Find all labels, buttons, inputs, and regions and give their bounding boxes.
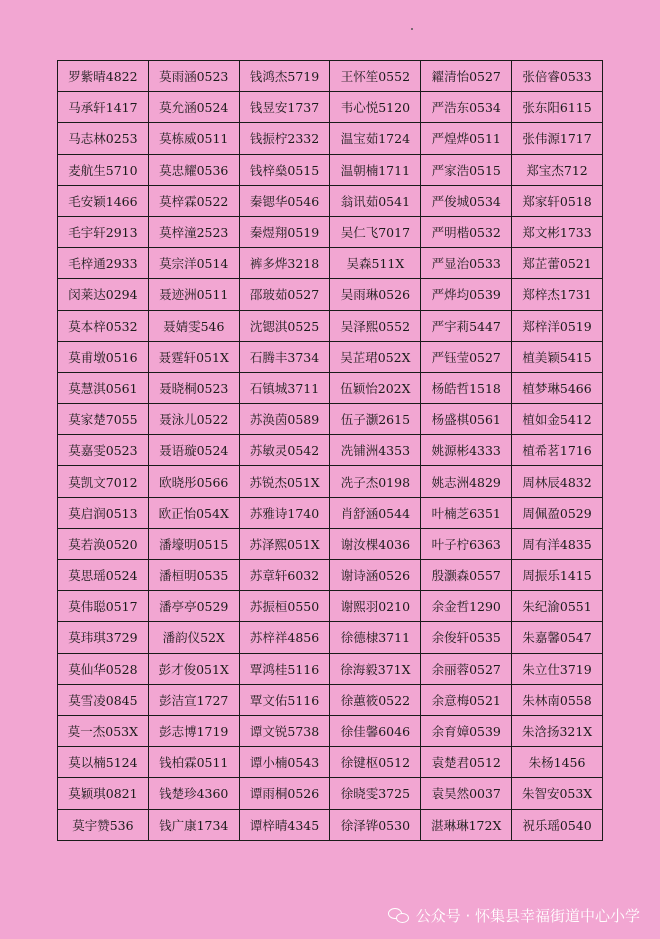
table-row <box>58 778 603 809</box>
table-cell: 祝乐瑶0540 <box>512 809 603 840</box>
table-cell: 莫宗洋0514 <box>148 248 239 279</box>
table-cell: 欧晓彤0566 <box>148 466 239 497</box>
table-cell: 潘桓明0535 <box>148 560 239 591</box>
table-cell: 张倍睿0533 <box>512 61 603 92</box>
table-cell: 徐海毅371X <box>330 653 421 684</box>
table-cell: 姚源彬4333 <box>421 435 512 466</box>
table-cell: 莫忠耀0536 <box>148 154 239 185</box>
table-cell: 糴清怡0527 <box>421 61 512 92</box>
table-cell: 袁昊然0037 <box>421 778 512 809</box>
table-cell: 钱鸿杰5719 <box>239 61 330 92</box>
table-cell: 朱纪渝0551 <box>512 591 603 622</box>
table-cell: 叶子柠6363 <box>421 528 512 559</box>
table-row <box>58 653 603 684</box>
table-cell: 谢诗涵0526 <box>330 560 421 591</box>
table-row <box>58 372 603 403</box>
table-cell: 莫家楚7055 <box>58 404 149 435</box>
table-cell: 沈锶淇0525 <box>239 310 330 341</box>
table-cell: 苏锐杰051X <box>239 466 330 497</box>
table-cell: 莫仙华0528 <box>58 653 149 684</box>
table-cell: 聂婧雯546 <box>148 310 239 341</box>
table-cell: 余俊轩0535 <box>421 622 512 653</box>
table-cell: 殷灏森0557 <box>421 560 512 591</box>
table-cell: 莫伟聪0517 <box>58 591 149 622</box>
table-cell: 植如金5412 <box>512 404 603 435</box>
table-cell: 莫启润0513 <box>58 497 149 528</box>
table-cell: 潘亭亭0529 <box>148 591 239 622</box>
scan-dot <box>411 28 413 30</box>
table-cell: 余丽蓉0527 <box>421 653 512 684</box>
table-cell: 植希茗1716 <box>512 435 603 466</box>
table-row <box>58 435 603 466</box>
table-cell: 聂晓桐0523 <box>148 372 239 403</box>
table-cell: 谭梓晴4345 <box>239 809 330 840</box>
table-cell: 吴仁飞7017 <box>330 216 421 247</box>
table-cell: 张东阳6115 <box>512 92 603 123</box>
table-row <box>58 216 603 247</box>
table-row <box>58 622 603 653</box>
table-cell: 莫栋威0511 <box>148 123 239 154</box>
table-cell: 杨盛棋0561 <box>421 404 512 435</box>
table-cell: 苏梓祥4856 <box>239 622 330 653</box>
table-cell: 朱智安053X <box>512 778 603 809</box>
table-row <box>58 248 603 279</box>
table-row <box>58 61 603 92</box>
table-cell: 周振乐1415 <box>512 560 603 591</box>
watermark-text: 公众号 · 怀集县幸福街道中心小学 <box>415 907 640 925</box>
table-cell: 郑梓杰1731 <box>512 279 603 310</box>
table-cell: 谭文锐5738 <box>239 715 330 746</box>
table-cell: 麦航生5710 <box>58 154 149 185</box>
table-cell: 吴森511X <box>330 248 421 279</box>
table-cell: 聂泳儿0522 <box>148 404 239 435</box>
table-cell: 邵玻茹0527 <box>239 279 330 310</box>
table-row <box>58 497 603 528</box>
table-cell: 罗紫晴4822 <box>58 61 149 92</box>
table-cell: 吴雨琳0526 <box>330 279 421 310</box>
table-cell: 周林辰4832 <box>512 466 603 497</box>
table-cell: 莫凯文7012 <box>58 466 149 497</box>
table-cell: 朱嘉馨0547 <box>512 622 603 653</box>
table-cell: 徐晓雯3725 <box>330 778 421 809</box>
table-cell: 严钰莹0527 <box>421 341 512 372</box>
table-cell: 聂霆轩051X <box>148 341 239 372</box>
table-cell: 郑宝杰712 <box>512 154 603 185</box>
table-cell: 严家浩0515 <box>421 154 512 185</box>
table-cell: 彭志博1719 <box>148 715 239 746</box>
table-cell: 钱柏霖0511 <box>148 747 239 778</box>
table-cell: 彭才俊051X <box>148 653 239 684</box>
table-row <box>58 279 603 310</box>
table-cell: 莫甫墩0516 <box>58 341 149 372</box>
table-cell: 谭雨桐0526 <box>239 778 330 809</box>
table-row <box>58 591 603 622</box>
table-row <box>58 809 603 840</box>
table-cell: 郑文彬1733 <box>512 216 603 247</box>
table-cell: 莫允涵0524 <box>148 92 239 123</box>
table-cell: 苏涣茵0589 <box>239 404 330 435</box>
table-cell: 莫慧淇0561 <box>58 372 149 403</box>
table-cell: 郑梓洋0519 <box>512 310 603 341</box>
table-cell: 莫思瑶0524 <box>58 560 149 591</box>
table-cell: 王怀笙0552 <box>330 61 421 92</box>
table-cell: 谭小楠0543 <box>239 747 330 778</box>
table-cell: 谢汝棵4036 <box>330 528 421 559</box>
table-row <box>58 123 603 154</box>
table-cell: 徐泽铧0530 <box>330 809 421 840</box>
table-cell: 莫玮琪3729 <box>58 622 149 653</box>
table-cell: 莫梓霖0522 <box>148 185 239 216</box>
table-cell: 周有洋4835 <box>512 528 603 559</box>
table-cell: 潘韵仪52X <box>148 622 239 653</box>
table-cell: 莫嘉雯0523 <box>58 435 149 466</box>
table-cell: 谢熙羽0210 <box>330 591 421 622</box>
table-cell: 植梦琳5466 <box>512 372 603 403</box>
table-cell: 苏振桓0550 <box>239 591 330 622</box>
table-cell: 徐佳馨6046 <box>330 715 421 746</box>
table-cell: 叶楠芝6351 <box>421 497 512 528</box>
table-cell: 钱振柠2332 <box>239 123 330 154</box>
table-cell: 石镇城3711 <box>239 372 330 403</box>
table-row <box>58 92 603 123</box>
table-cell: 袁楚君0512 <box>421 747 512 778</box>
table-cell: 严宇莉5447 <box>421 310 512 341</box>
table-row <box>58 404 603 435</box>
table-cell: 马志林0253 <box>58 123 149 154</box>
table-cell: 余育嫜0539 <box>421 715 512 746</box>
student-name-table <box>57 60 603 841</box>
table-cell: 温宝茹1724 <box>330 123 421 154</box>
table-cell: 严显治0533 <box>421 248 512 279</box>
table-cell: 余金哲1290 <box>421 591 512 622</box>
table-cell: 闵莱达0294 <box>58 279 149 310</box>
table-cell: 钱昱安1737 <box>239 92 330 123</box>
table-cell: 吴泽熙0552 <box>330 310 421 341</box>
table-cell: 马承轩1417 <box>58 92 149 123</box>
table-cell: 植美颖5415 <box>512 341 603 372</box>
table-cell: 严浩东0534 <box>421 92 512 123</box>
table-cell: 杨皓哲1518 <box>421 372 512 403</box>
table-cell: 莫宇赞536 <box>58 809 149 840</box>
table-cell: 肖舒涵0544 <box>330 497 421 528</box>
table-cell: 严明楷0532 <box>421 216 512 247</box>
table-cell: 潘壕明0515 <box>148 528 239 559</box>
table-row <box>58 528 603 559</box>
table-cell: 冼铺洲4353 <box>330 435 421 466</box>
table-cell: 苏敏灵0542 <box>239 435 330 466</box>
table-cell: 郑家轩0518 <box>512 185 603 216</box>
table-cell: 覃文佑5116 <box>239 684 330 715</box>
table-cell: 钱广康1734 <box>148 809 239 840</box>
table-row <box>58 466 603 497</box>
table-cell: 严烨均0539 <box>421 279 512 310</box>
table-cell: 伍颖怡202X <box>330 372 421 403</box>
table-cell: 朱杨1456 <box>512 747 603 778</box>
table-row <box>58 185 603 216</box>
table-cell: 翁讯茹0541 <box>330 185 421 216</box>
table-cell: 裤多烨3218 <box>239 248 330 279</box>
table-row <box>58 154 603 185</box>
table-row <box>58 715 603 746</box>
table-cell: 苏章轩6032 <box>239 560 330 591</box>
table-cell: 秦煜翔0519 <box>239 216 330 247</box>
table-cell: 莫以楠5124 <box>58 747 149 778</box>
table-cell: 徐键枢0512 <box>330 747 421 778</box>
table-cell: 聂语璇0524 <box>148 435 239 466</box>
table-cell: 朱林南0558 <box>512 684 603 715</box>
table-cell: 覃鸿桂5116 <box>239 653 330 684</box>
table-row <box>58 310 603 341</box>
wechat-watermark <box>388 905 640 926</box>
table-cell: 莫雨涵0523 <box>148 61 239 92</box>
table-cell: 严煌烨0511 <box>421 123 512 154</box>
table-cell: 莫一杰053X <box>58 715 149 746</box>
table-cell: 张伟源1717 <box>512 123 603 154</box>
table-cell: 钱楚珍4360 <box>148 778 239 809</box>
table-cell: 徐德棣3711 <box>330 622 421 653</box>
table-cell: 吴芷珺052X <box>330 341 421 372</box>
table-cell: 钱梓燊0515 <box>239 154 330 185</box>
table-row <box>58 341 603 372</box>
table-cell: 聂迹洲0511 <box>148 279 239 310</box>
table-cell: 莫本梓0532 <box>58 310 149 341</box>
table-cell: 莫颖琪0821 <box>58 778 149 809</box>
table-row <box>58 684 603 715</box>
table-cell: 毛宇轩2913 <box>58 216 149 247</box>
table-cell: 徐蕙筱0522 <box>330 684 421 715</box>
wechat-icon <box>388 908 410 924</box>
table-cell: 毛梓通2933 <box>58 248 149 279</box>
table-cell: 湛琳琳172X <box>421 809 512 840</box>
table-cell: 周佩盈0529 <box>512 497 603 528</box>
table-cell: 彭洁宣1727 <box>148 684 239 715</box>
table-row <box>58 747 603 778</box>
table-cell: 郑芷蕾0521 <box>512 248 603 279</box>
table-cell: 姚志洲4829 <box>421 466 512 497</box>
table-cell: 伍子灏2615 <box>330 404 421 435</box>
table-cell: 苏雅诗1740 <box>239 497 330 528</box>
table-cell: 莫若涣0520 <box>58 528 149 559</box>
table-cell: 冼子杰0198 <box>330 466 421 497</box>
table-cell: 莫雪凌0845 <box>58 684 149 715</box>
table-cell: 朱浛扬321X <box>512 715 603 746</box>
table-cell: 温朝楠1711 <box>330 154 421 185</box>
table-cell: 秦锶华0546 <box>239 185 330 216</box>
table-cell: 朱立仕3719 <box>512 653 603 684</box>
table-cell: 毛安颖1466 <box>58 185 149 216</box>
table-cell: 韦心悦5120 <box>330 92 421 123</box>
table-row <box>58 560 603 591</box>
table-cell: 石腾丰3734 <box>239 341 330 372</box>
table-cell: 严俊城0534 <box>421 185 512 216</box>
table-cell: 余意梅0521 <box>421 684 512 715</box>
table-cell: 苏泽熙051X <box>239 528 330 559</box>
table-cell: 莫梓潼2523 <box>148 216 239 247</box>
table-cell: 欧正怡054X <box>148 497 239 528</box>
